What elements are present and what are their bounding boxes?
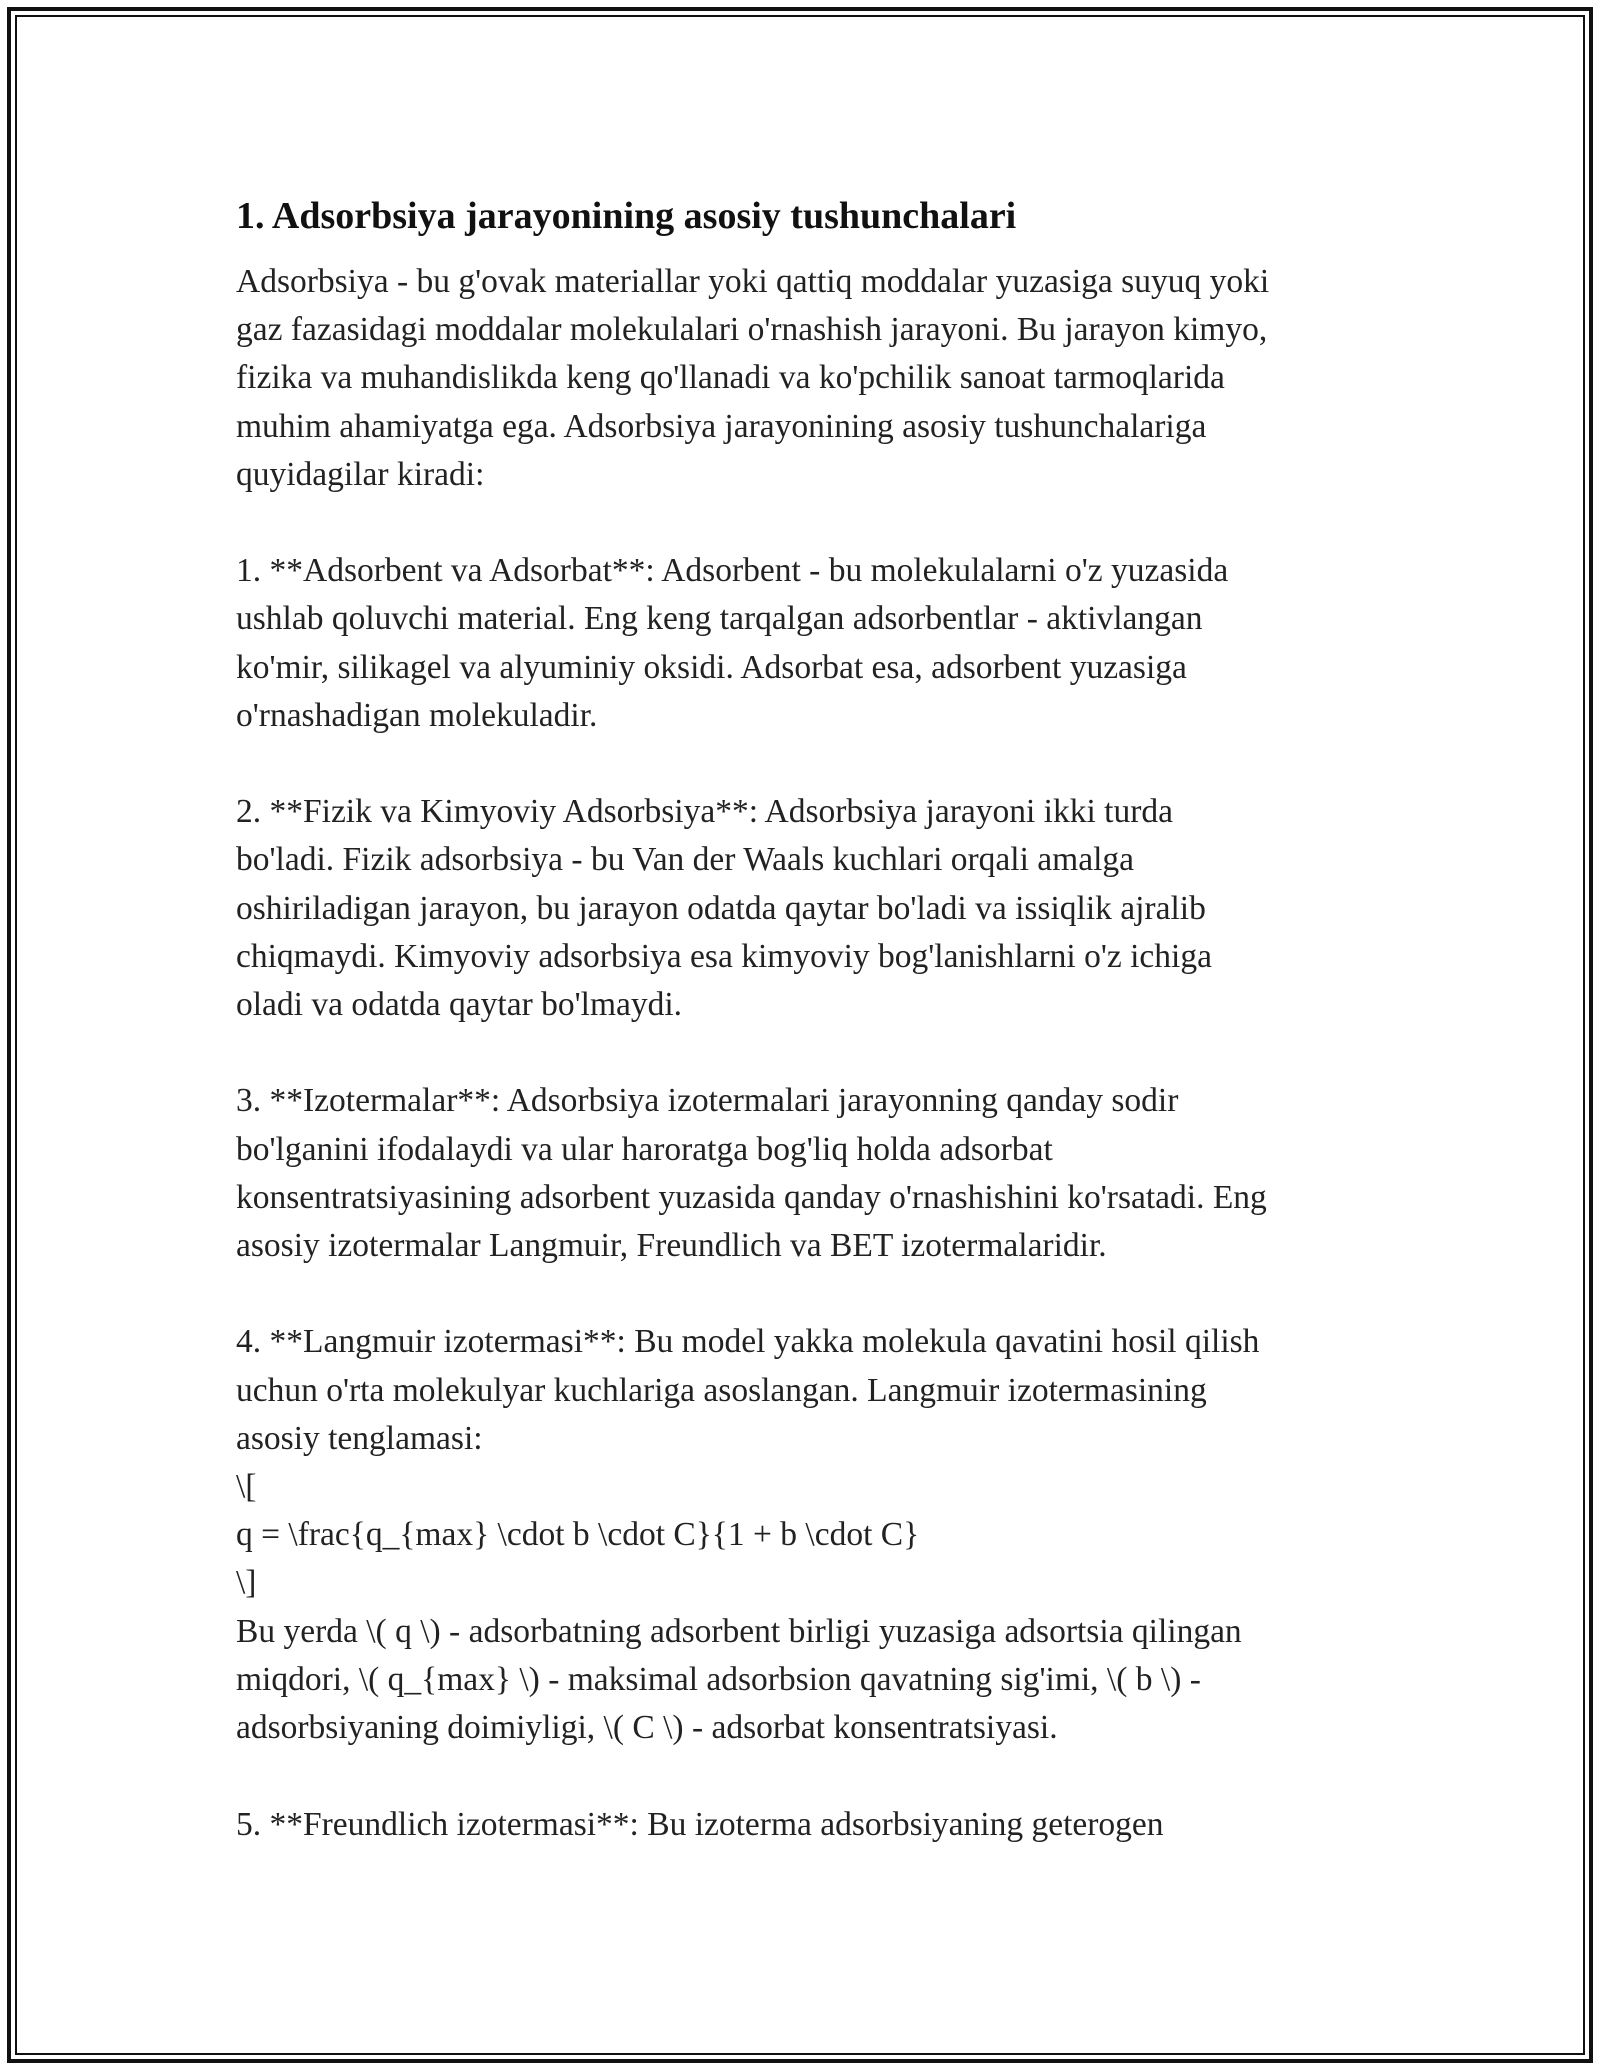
- section-heading: 1. Adsorbsiya jarayonining asosiy tushunchalari: [236, 195, 1017, 237]
- body-text: Adsorbsiya - bu g'ovak materiallar yoki qattiq moddalar yuzasiga suyuq yoki gaz fazasidagi moddalar molekulalari o'rnashish jarayoni. Bu jarayon kimyo, fizika va muhandislikda keng qo'llanadi va ko'pchilik sanoat tarmoqlarida muhim ahamiyatga ega. Adsorbsiya jarayonining asosiy tushunchalariga quyidagilar kiradi: 1. **Adsorbent va Adsorbat**: Adsorbent - bu molekulalarni o'z yuzasida ushlab qoluvchi material. Eng keng tarqalgan adsorbentlar - aktivlangan ko'mir, silikagel va alyuminiy oksidi. Adsorbat esa, adsorbent yuzasiga o'rnashadigan molekuladir. 2. **Fizik va Kimyoviy Adsorbsiya**: Adsorbsiya jarayoni ikki turda bo'ladi. Fizik adsorbsiya - bu Van der Waals kuchlari orqali amalga oshiriladigan jarayon, bu jarayon odatda qaytar bo'ladi va issiqlik ajralib chiqmaydi. Kimyoviy adsorbsiya esa kimyoviy bog'lanishlarni o'z ichiga oladi va odatda qaytar bo'lmaydi. 3. **Izotermalar**: Adsorbsiya izotermalari jarayonning qanday sodir bo'lganini ifodalaydi va ular haroratga bog'liq holda adsorbat konsentratsiyasining adsorbent yuzasida qanday o'rnashishini ko'rsatadi. Eng asosiy izotermalar Langmuir, Freundlich va BET izotermalaridir. 4. **Langmuir izotermasi**: Bu model yakka molekula qavatini hosil qilish uchun o'rta molekulyar kuchlariga asoslangan. Langmuir izotermasining asosiy tenglamasi: \[ q = \frac{q_{max} \cdot b \cdot C}{1 + b \cdot C} \] Bu yerda \( q \) - adsorbatning adsorbent birligi yuzasiga adsortsia qilingan miqdori, \( q_{max} \) - maksimal adsorbsion qavatning sig'imi, \( b \) - adsorbsiyaning doimiyligi, \( C \) - adsorbat konsentratsiyasi. 5. **Freundlich izotermasi**: Bu izoterma adsorbsiyaning geterogen: [236, 263, 1270, 1843]
- document-page: [236, 186, 1386, 1849]
